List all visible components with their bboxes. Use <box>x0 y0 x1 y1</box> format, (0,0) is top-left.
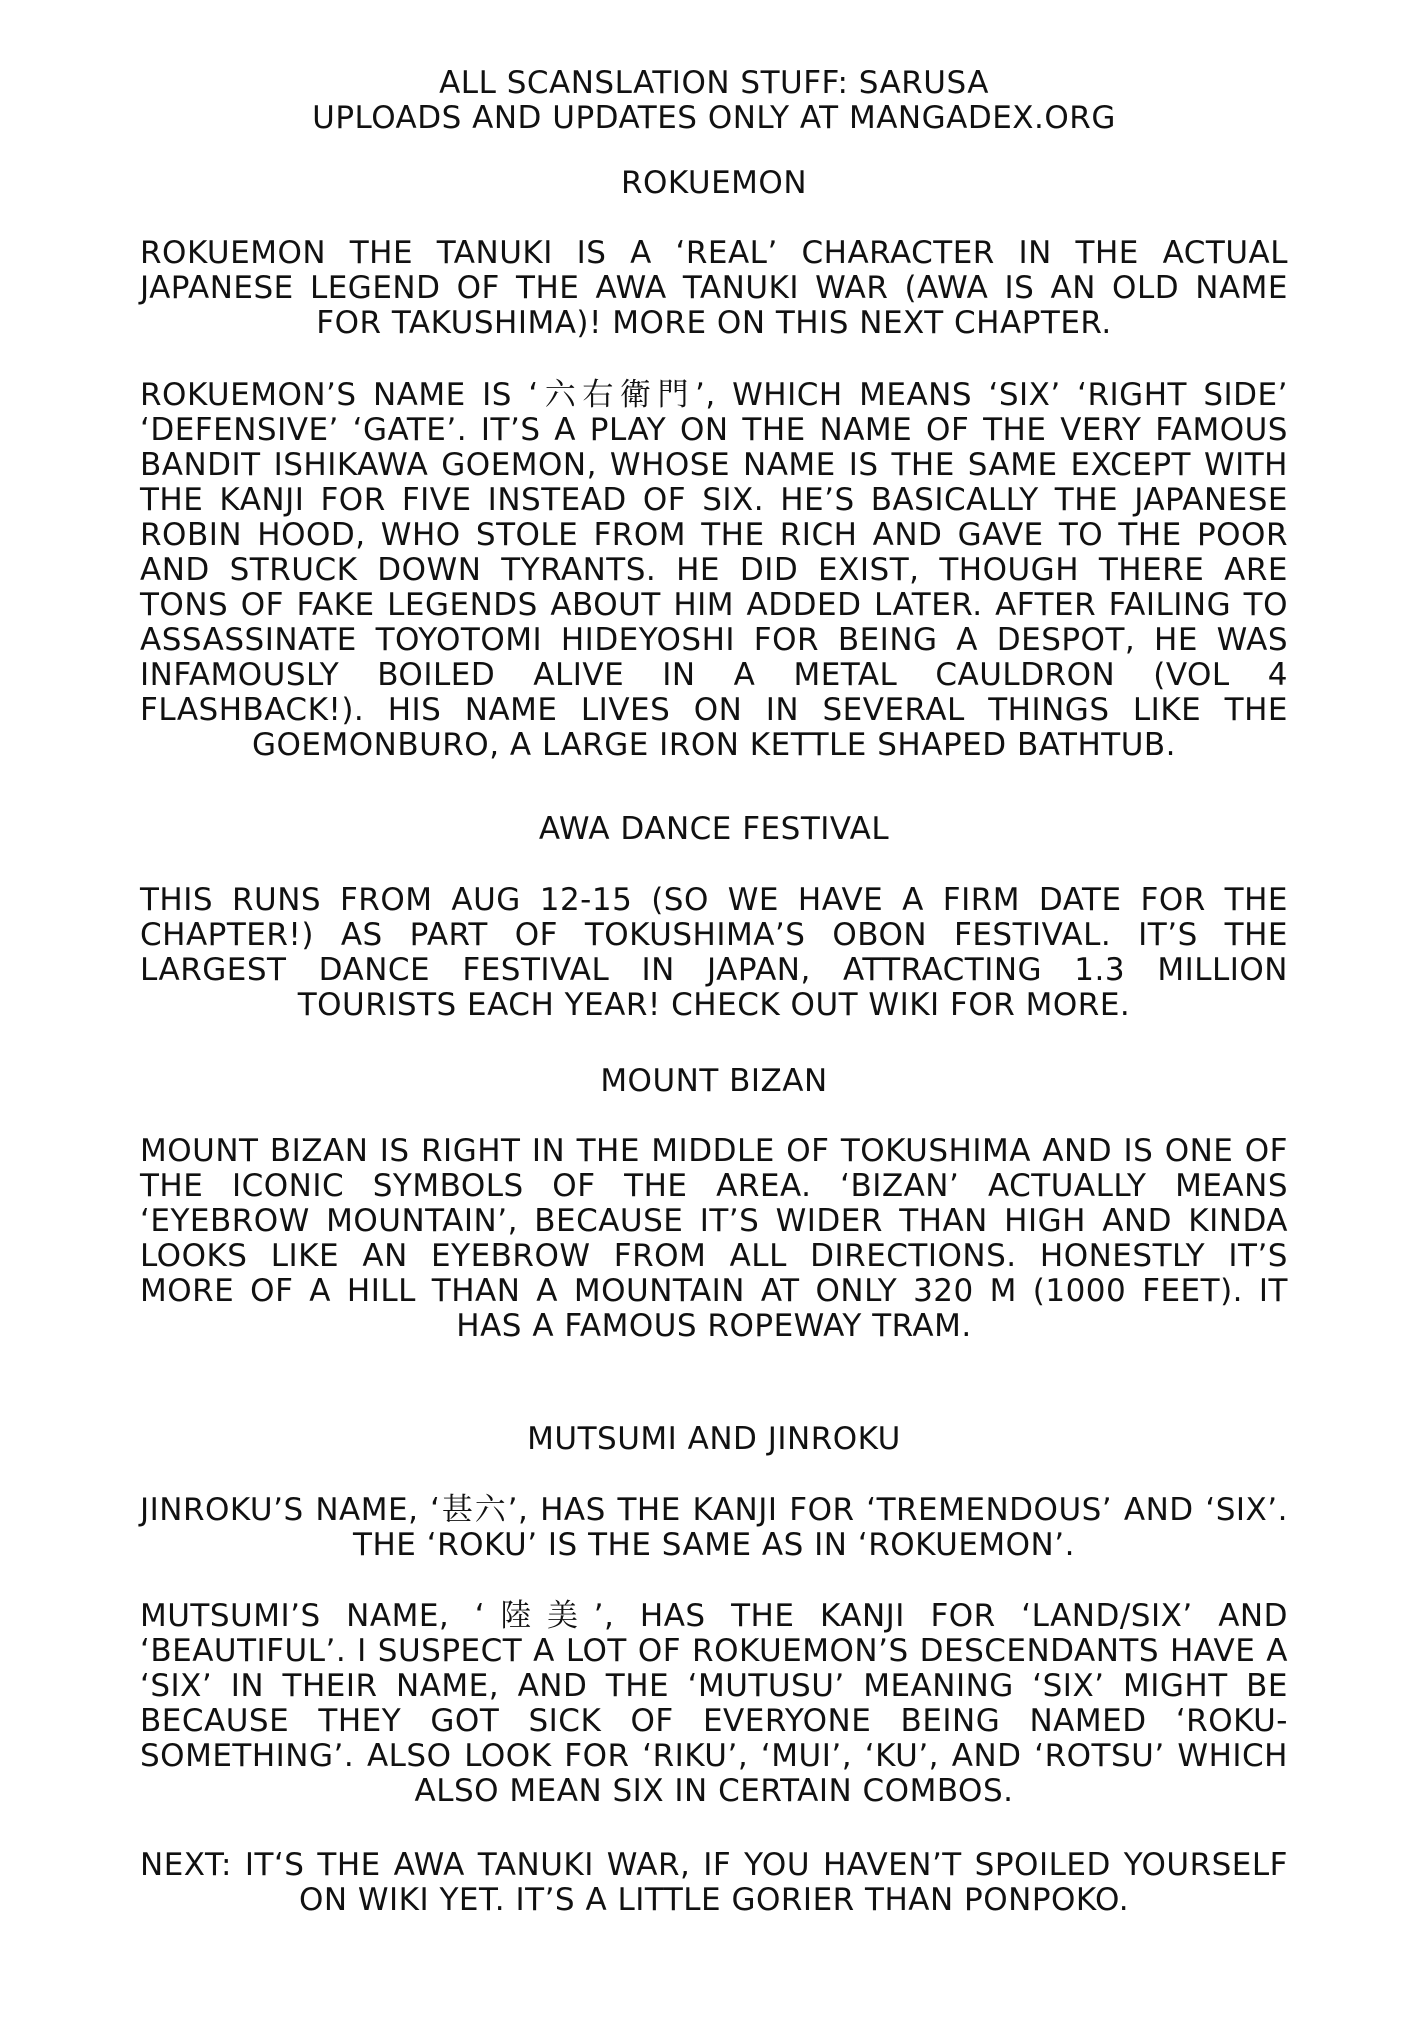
paragraph <box>140 1493 1288 1563</box>
section-heading: MUTSUMI AND JINROKU <box>527 1421 901 1457</box>
section-heading-mount-bizan <box>140 1064 1288 1099</box>
paragraph-text: NEXT: IT‘S THE AWA TANUKI WAR, IF YOU HAVEN’T SPOILED YOURSELF ON WIKI YET. IT’S A LITTLE GORIER THAN PONPOKO. <box>140 1847 1288 1918</box>
paragraph <box>140 1599 1288 1809</box>
section-heading-awa-dance-festival <box>140 812 1288 847</box>
paragraph <box>140 1134 1288 1344</box>
section-heading: AWA DANCE FESTIVAL <box>538 811 890 847</box>
section-heading-mutsumi-and-jinroku <box>140 1422 1288 1457</box>
paragraph <box>140 236 1288 341</box>
paragraph <box>140 1848 1288 1918</box>
section-heading: MOUNT BIZAN <box>600 1063 828 1099</box>
credits-header <box>140 66 1288 136</box>
paragraph-text: ROKUEMON THE TANUKI IS A ‘REAL’ CHARACTER IN THE ACTUAL JAPANESE LEGEND OF THE AWA TANUKI WAR (AWA IS AN OLD NAME FOR TAKUSHIMA)! MORE ON THIS NEXT CHAPTER. <box>140 235 1288 341</box>
section-heading-rokuemon <box>140 166 1288 201</box>
uploads-line: UPLOADS AND UPDATES ONLY AT MANGADEX.ORG <box>312 100 1116 136</box>
paragraph <box>140 378 1288 763</box>
paragraph <box>140 883 1288 1023</box>
paragraph-text: THIS RUNS FROM AUG 12-15 (SO WE HAVE A FIRM DATE FOR THE CHAPTER!) AS PART OF TOKUSHIMA’S OBON FESTIVAL. IT’S THE LARGEST DANCE FESTIVAL IN JAPAN, ATTRACTING 1.3 MILLION TOURISTS EACH YEAR! CHECK OUT WIKI FOR MORE. <box>140 882 1288 1023</box>
paragraph-text: ROKUEMON’S NAME IS ‘六右衛門’, WHICH MEANS ‘SIX’ ‘RIGHT SIDE’ ‘DEFENSIVE’ ‘GATE’. IT’S A PLAY ON THE NAME OF THE VERY FAMOUS BANDIT ISHIKAWA GOEMON, WHOSE NAME IS THE SAME EXCEPT WITH THE KANJI FOR FIVE INSTEAD OF SIX. HE’S BASICALLY THE JAPANESE ROBIN HOOD, WHO STOLE FROM THE RICH AND GAVE TO THE POOR AND STRUCK DOWN TYRANTS. HE DID EXIST, THOUGH THERE ARE TONS OF FAKE LEGENDS ABOUT HIM ADDED LATER. AFTER FAILING TO ASSASSINATE TOYOTOMI HIDEYOSHI FOR BEING A DESPOT, HE WAS INFAMOUSLY BOILED ALIVE IN A METAL CAULDRON (VOL 4 FLASHBACK!). HIS NAME LIVES ON IN SEVERAL THINGS LIKE THE GOEMONBURO, A LARGE IRON KETTLE SHAPED BATHTUB. <box>140 377 1288 763</box>
paragraph-text: MOUNT BIZAN IS RIGHT IN THE MIDDLE OF TOKUSHIMA AND IS ONE OF THE ICONIC SYMBOLS OF THE AREA. ‘BIZAN’ ACTUALLY MEANS ‘EYEBROW MOUNTAIN’, BECAUSE IT’S WIDER THAN HIGH AND KINDA LOOKS LIKE AN EYEBROW FROM ALL DIRECTIONS. HONESTLY IT’S MORE OF A HILL THAN A MOUNTAIN AT ONLY 320 M (1000 FEET). IT HAS A FAMOUS ROPEWAY TRAM. <box>140 1133 1288 1344</box>
section-heading: ROKUEMON <box>620 165 808 201</box>
paragraph-text: JINROKU’S NAME, ‘甚六’, HAS THE KANJI FOR ‘TREMENDOUS’ AND ‘SIX’. THE ‘ROKU’ IS THE SAME AS IN ‘ROKUEMON’. <box>140 1492 1288 1563</box>
paragraph-text: MUTSUMI’S NAME, ‘陸美’, HAS THE KANJI FOR ‘LAND/SIX’ AND ‘BEAUTIFUL’. I SUSPECT A LOT OF ROKUEMON’S DESCENDANTS HAVE A ‘SIX’ IN THEIR NAME, AND THE ‘MUTUSU’ MEANING ‘SIX’ MIGHT BE BECAUSE THEY GOT SICK OF EVERYONE BEING NAMED ‘ROKU-SOMETHING’. ALSO LOOK FOR ‘RIKU’, ‘MUI’, ‘KU’, AND ‘ROTSU’ WHICH ALSO MEAN SIX IN CERTAIN COMBOS. <box>140 1598 1288 1809</box>
credits-line: ALL SCANSLATION STUFF: SARUSA <box>439 65 989 101</box>
